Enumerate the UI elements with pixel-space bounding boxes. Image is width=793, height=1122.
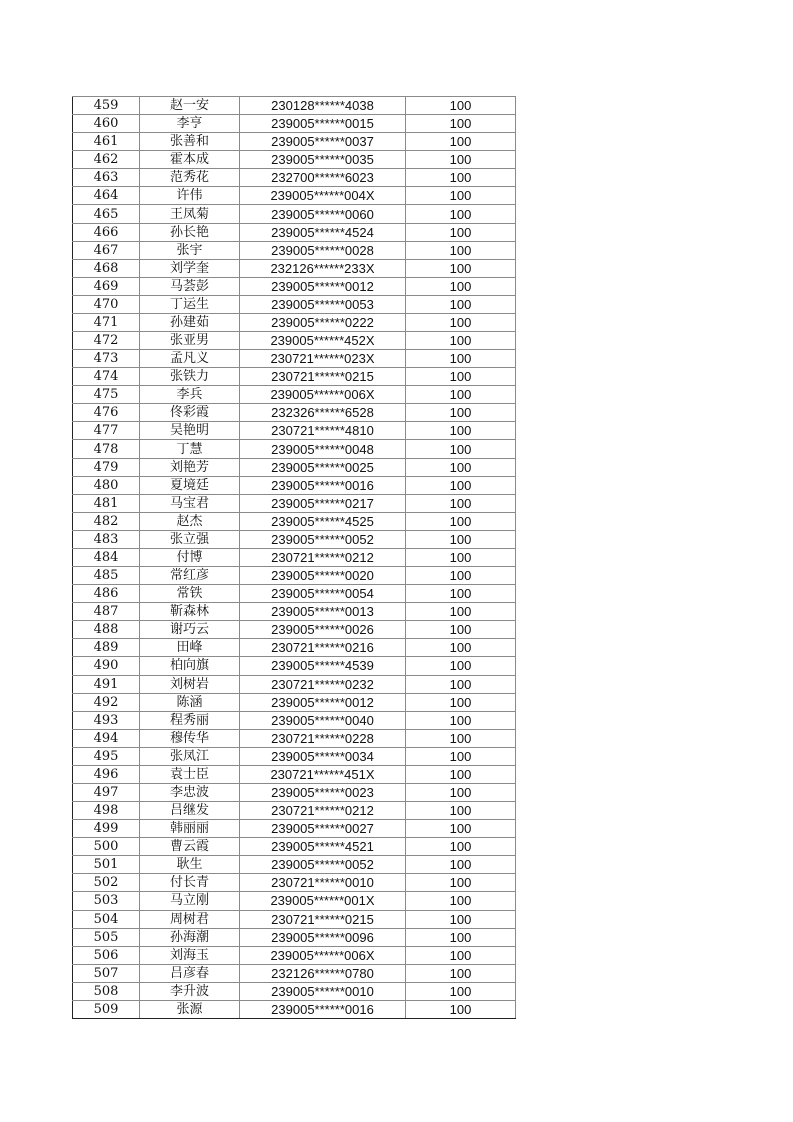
masked-id-cell: 239005******001X [240,892,406,910]
masked-id-cell: 230721******023X [240,350,406,368]
roster-table-body [73,97,516,1019]
score-cell: 100 [406,548,516,566]
person-name-cell: 韩丽丽 [140,820,240,838]
masked-id-cell: 239005******0012 [240,277,406,295]
person-name-cell: 常红彦 [140,567,240,585]
row-number-cell: 471 [73,313,140,331]
table-row [73,115,516,133]
table-row [73,585,516,603]
person-name-cell: 佟彩霞 [140,404,240,422]
table-row [73,548,516,566]
score-cell: 100 [406,512,516,530]
row-number-cell: 493 [73,711,140,729]
person-name-cell: 王凤菊 [140,205,240,223]
person-name-cell: 张善和 [140,133,240,151]
table-row [73,874,516,892]
person-name-cell: 丁运生 [140,295,240,313]
person-name-cell: 陈涵 [140,693,240,711]
person-name-cell: 吕彦春 [140,964,240,982]
score-cell: 100 [406,946,516,964]
row-number-cell: 474 [73,368,140,386]
table-row [73,422,516,440]
person-name-cell: 李亨 [140,115,240,133]
person-name-cell: 张凤江 [140,747,240,765]
roster-table [72,96,516,1019]
table-row [73,512,516,530]
table-row [73,639,516,657]
score-cell: 100 [406,133,516,151]
score-cell: 100 [406,332,516,350]
table-row [73,187,516,205]
table-row [73,747,516,765]
table-row [73,675,516,693]
row-number-cell: 460 [73,115,140,133]
person-name-cell: 孙建茹 [140,313,240,331]
table-row [73,946,516,964]
table-row [73,277,516,295]
score-cell: 100 [406,982,516,1000]
person-name-cell: 孟凡义 [140,350,240,368]
row-number-cell: 469 [73,277,140,295]
row-number-cell: 483 [73,530,140,548]
row-number-cell: 505 [73,928,140,946]
score-cell: 100 [406,350,516,368]
masked-id-cell: 239005******0028 [240,241,406,259]
row-number-cell: 475 [73,386,140,404]
score-cell: 100 [406,205,516,223]
table-row [73,729,516,747]
table-row [73,313,516,331]
table-row [73,621,516,639]
table-row [73,603,516,621]
row-number-cell: 490 [73,657,140,675]
masked-id-cell: 230721******0010 [240,874,406,892]
row-number-cell: 489 [73,639,140,657]
table-row [73,783,516,801]
row-number-cell: 464 [73,187,140,205]
row-number-cell: 508 [73,982,140,1000]
masked-id-cell: 230721******4810 [240,422,406,440]
score-cell: 100 [406,422,516,440]
score-cell: 100 [406,964,516,982]
person-name-cell: 刘树岩 [140,675,240,693]
score-cell: 100 [406,639,516,657]
person-name-cell: 马立刚 [140,892,240,910]
table-row [73,440,516,458]
masked-id-cell: 230721******0228 [240,729,406,747]
row-number-cell: 488 [73,621,140,639]
person-name-cell: 张铁力 [140,368,240,386]
masked-id-cell: 230721******0215 [240,368,406,386]
person-name-cell: 耿生 [140,856,240,874]
masked-id-cell: 239005******0217 [240,494,406,512]
person-name-cell: 田峰 [140,639,240,657]
masked-id-cell: 239005******0096 [240,928,406,946]
masked-id-cell: 232126******233X [240,259,406,277]
score-cell: 100 [406,187,516,205]
score-cell: 100 [406,603,516,621]
score-cell: 100 [406,693,516,711]
masked-id-cell: 239005******0222 [240,313,406,331]
masked-id-cell: 230721******0215 [240,910,406,928]
masked-id-cell: 232700******6023 [240,169,406,187]
score-cell: 100 [406,440,516,458]
masked-id-cell: 239005******4539 [240,657,406,675]
row-number-cell: 462 [73,151,140,169]
masked-id-cell: 239005******0016 [240,1000,406,1018]
row-number-cell: 470 [73,295,140,313]
person-name-cell: 程秀丽 [140,711,240,729]
masked-id-cell: 230721******0212 [240,548,406,566]
masked-id-cell: 230721******0216 [240,639,406,657]
person-name-cell: 谢巧云 [140,621,240,639]
masked-id-cell: 239005******0048 [240,440,406,458]
row-number-cell: 502 [73,874,140,892]
score-cell: 100 [406,820,516,838]
table-row [73,711,516,729]
table-row [73,928,516,946]
masked-id-cell: 239005******0035 [240,151,406,169]
table-row [73,494,516,512]
score-cell: 100 [406,295,516,313]
score-cell: 100 [406,313,516,331]
row-number-cell: 507 [73,964,140,982]
person-name-cell: 丁慧 [140,440,240,458]
score-cell: 100 [406,151,516,169]
row-number-cell: 473 [73,350,140,368]
table-row [73,657,516,675]
table-row [73,458,516,476]
masked-id-cell: 239005******452X [240,332,406,350]
person-name-cell: 李升波 [140,982,240,1000]
masked-id-cell: 239005******0013 [240,603,406,621]
masked-id-cell: 239005******0060 [240,205,406,223]
masked-id-cell: 230128******4038 [240,97,406,115]
row-number-cell: 494 [73,729,140,747]
table-row [73,567,516,585]
person-name-cell: 赵一安 [140,97,240,115]
score-cell: 100 [406,910,516,928]
row-number-cell: 461 [73,133,140,151]
table-row [73,386,516,404]
masked-id-cell: 230721******0232 [240,675,406,693]
person-name-cell: 李兵 [140,386,240,404]
person-name-cell: 李忠波 [140,783,240,801]
table-row [73,133,516,151]
row-number-cell: 479 [73,458,140,476]
table-row [73,205,516,223]
masked-id-cell: 239005******4524 [240,223,406,241]
row-number-cell: 480 [73,476,140,494]
score-cell: 100 [406,928,516,946]
person-name-cell: 柏向旗 [140,657,240,675]
row-number-cell: 509 [73,1000,140,1018]
table-row [73,964,516,982]
table-row [73,350,516,368]
person-name-cell: 孙海潮 [140,928,240,946]
score-cell: 100 [406,802,516,820]
person-name-cell: 刘学奎 [140,259,240,277]
row-number-cell: 476 [73,404,140,422]
masked-id-cell: 239005******006X [240,946,406,964]
row-number-cell: 500 [73,838,140,856]
row-number-cell: 468 [73,259,140,277]
score-cell: 100 [406,711,516,729]
row-number-cell: 465 [73,205,140,223]
score-cell: 100 [406,621,516,639]
score-cell: 100 [406,530,516,548]
masked-id-cell: 239005******0052 [240,856,406,874]
table-row [73,97,516,115]
row-number-cell: 506 [73,946,140,964]
person-name-cell: 赵杰 [140,512,240,530]
score-cell: 100 [406,657,516,675]
masked-id-cell: 239005******0037 [240,133,406,151]
masked-id-cell: 239005******4521 [240,838,406,856]
table-row [73,530,516,548]
row-number-cell: 484 [73,548,140,566]
score-cell: 100 [406,223,516,241]
masked-id-cell: 239005******004X [240,187,406,205]
masked-id-cell: 239005******0054 [240,585,406,603]
score-cell: 100 [406,259,516,277]
row-number-cell: 499 [73,820,140,838]
score-cell: 100 [406,747,516,765]
masked-id-cell: 230721******451X [240,765,406,783]
masked-id-cell: 239005******0010 [240,982,406,1000]
row-number-cell: 481 [73,494,140,512]
masked-id-cell: 239005******0023 [240,783,406,801]
row-number-cell: 477 [73,422,140,440]
score-cell: 100 [406,97,516,115]
person-name-cell: 常铁 [140,585,240,603]
masked-id-cell: 239005******0034 [240,747,406,765]
masked-id-cell: 239005******0026 [240,621,406,639]
table-row [73,259,516,277]
masked-id-cell: 239005******0012 [240,693,406,711]
person-name-cell: 夏境廷 [140,476,240,494]
row-number-cell: 472 [73,332,140,350]
masked-id-cell: 232126******0780 [240,964,406,982]
table-row [73,856,516,874]
masked-id-cell: 239005******0025 [240,458,406,476]
table-row [73,838,516,856]
masked-id-cell: 239005******4525 [240,512,406,530]
score-cell: 100 [406,368,516,386]
table-row [73,910,516,928]
row-number-cell: 504 [73,910,140,928]
person-name-cell: 马荟彭 [140,277,240,295]
row-number-cell: 501 [73,856,140,874]
masked-id-cell: 239005******0015 [240,115,406,133]
row-number-cell: 487 [73,603,140,621]
row-number-cell: 463 [73,169,140,187]
row-number-cell: 492 [73,693,140,711]
person-name-cell: 付博 [140,548,240,566]
score-cell: 100 [406,494,516,512]
person-name-cell: 张源 [140,1000,240,1018]
person-name-cell: 刘海玉 [140,946,240,964]
person-name-cell: 范秀花 [140,169,240,187]
table-row [73,765,516,783]
person-name-cell: 吕继发 [140,802,240,820]
table-row [73,892,516,910]
score-cell: 100 [406,729,516,747]
row-number-cell: 496 [73,765,140,783]
person-name-cell: 张立强 [140,530,240,548]
row-number-cell: 495 [73,747,140,765]
score-cell: 100 [406,241,516,259]
score-cell: 100 [406,838,516,856]
table-row [73,223,516,241]
person-name-cell: 穆传华 [140,729,240,747]
score-cell: 100 [406,169,516,187]
row-number-cell: 478 [73,440,140,458]
person-name-cell: 霍本成 [140,151,240,169]
person-name-cell: 马宝君 [140,494,240,512]
score-cell: 100 [406,277,516,295]
score-cell: 100 [406,585,516,603]
table-row [73,332,516,350]
masked-id-cell: 239005******0027 [240,820,406,838]
table-row [73,241,516,259]
score-cell: 100 [406,856,516,874]
person-name-cell: 孙长艳 [140,223,240,241]
masked-id-cell: 239005******0053 [240,295,406,313]
masked-id-cell: 232326******6528 [240,404,406,422]
person-name-cell: 吴艳明 [140,422,240,440]
table-row [73,693,516,711]
score-cell: 100 [406,476,516,494]
person-name-cell: 靳森林 [140,603,240,621]
score-cell: 100 [406,567,516,585]
table-row [73,404,516,422]
score-cell: 100 [406,765,516,783]
score-cell: 100 [406,404,516,422]
row-number-cell: 467 [73,241,140,259]
score-cell: 100 [406,874,516,892]
table-row [73,476,516,494]
score-cell: 100 [406,386,516,404]
table-row [73,169,516,187]
table-row [73,151,516,169]
person-name-cell: 周树君 [140,910,240,928]
table-row [73,295,516,313]
masked-id-cell: 239005******0016 [240,476,406,494]
person-name-cell: 张亚男 [140,332,240,350]
row-number-cell: 498 [73,802,140,820]
row-number-cell: 503 [73,892,140,910]
person-name-cell: 付长青 [140,874,240,892]
row-number-cell: 497 [73,783,140,801]
row-number-cell: 485 [73,567,140,585]
row-number-cell: 486 [73,585,140,603]
score-cell: 100 [406,892,516,910]
person-name-cell: 曹云霞 [140,838,240,856]
person-name-cell: 刘艳芳 [140,458,240,476]
score-cell: 100 [406,115,516,133]
masked-id-cell: 239005******0020 [240,567,406,585]
person-name-cell: 袁士臣 [140,765,240,783]
masked-id-cell: 230721******0212 [240,802,406,820]
table-row [73,820,516,838]
table-row [73,1000,516,1018]
row-number-cell: 466 [73,223,140,241]
table-row [73,368,516,386]
person-name-cell: 许伟 [140,187,240,205]
score-cell: 100 [406,675,516,693]
masked-id-cell: 239005******0040 [240,711,406,729]
masked-id-cell: 239005******0052 [240,530,406,548]
row-number-cell: 482 [73,512,140,530]
score-cell: 100 [406,1000,516,1018]
score-cell: 100 [406,783,516,801]
table-row [73,982,516,1000]
score-cell: 100 [406,458,516,476]
person-name-cell: 张宇 [140,241,240,259]
table-row [73,802,516,820]
masked-id-cell: 239005******006X [240,386,406,404]
row-number-cell: 491 [73,675,140,693]
row-number-cell: 459 [73,97,140,115]
